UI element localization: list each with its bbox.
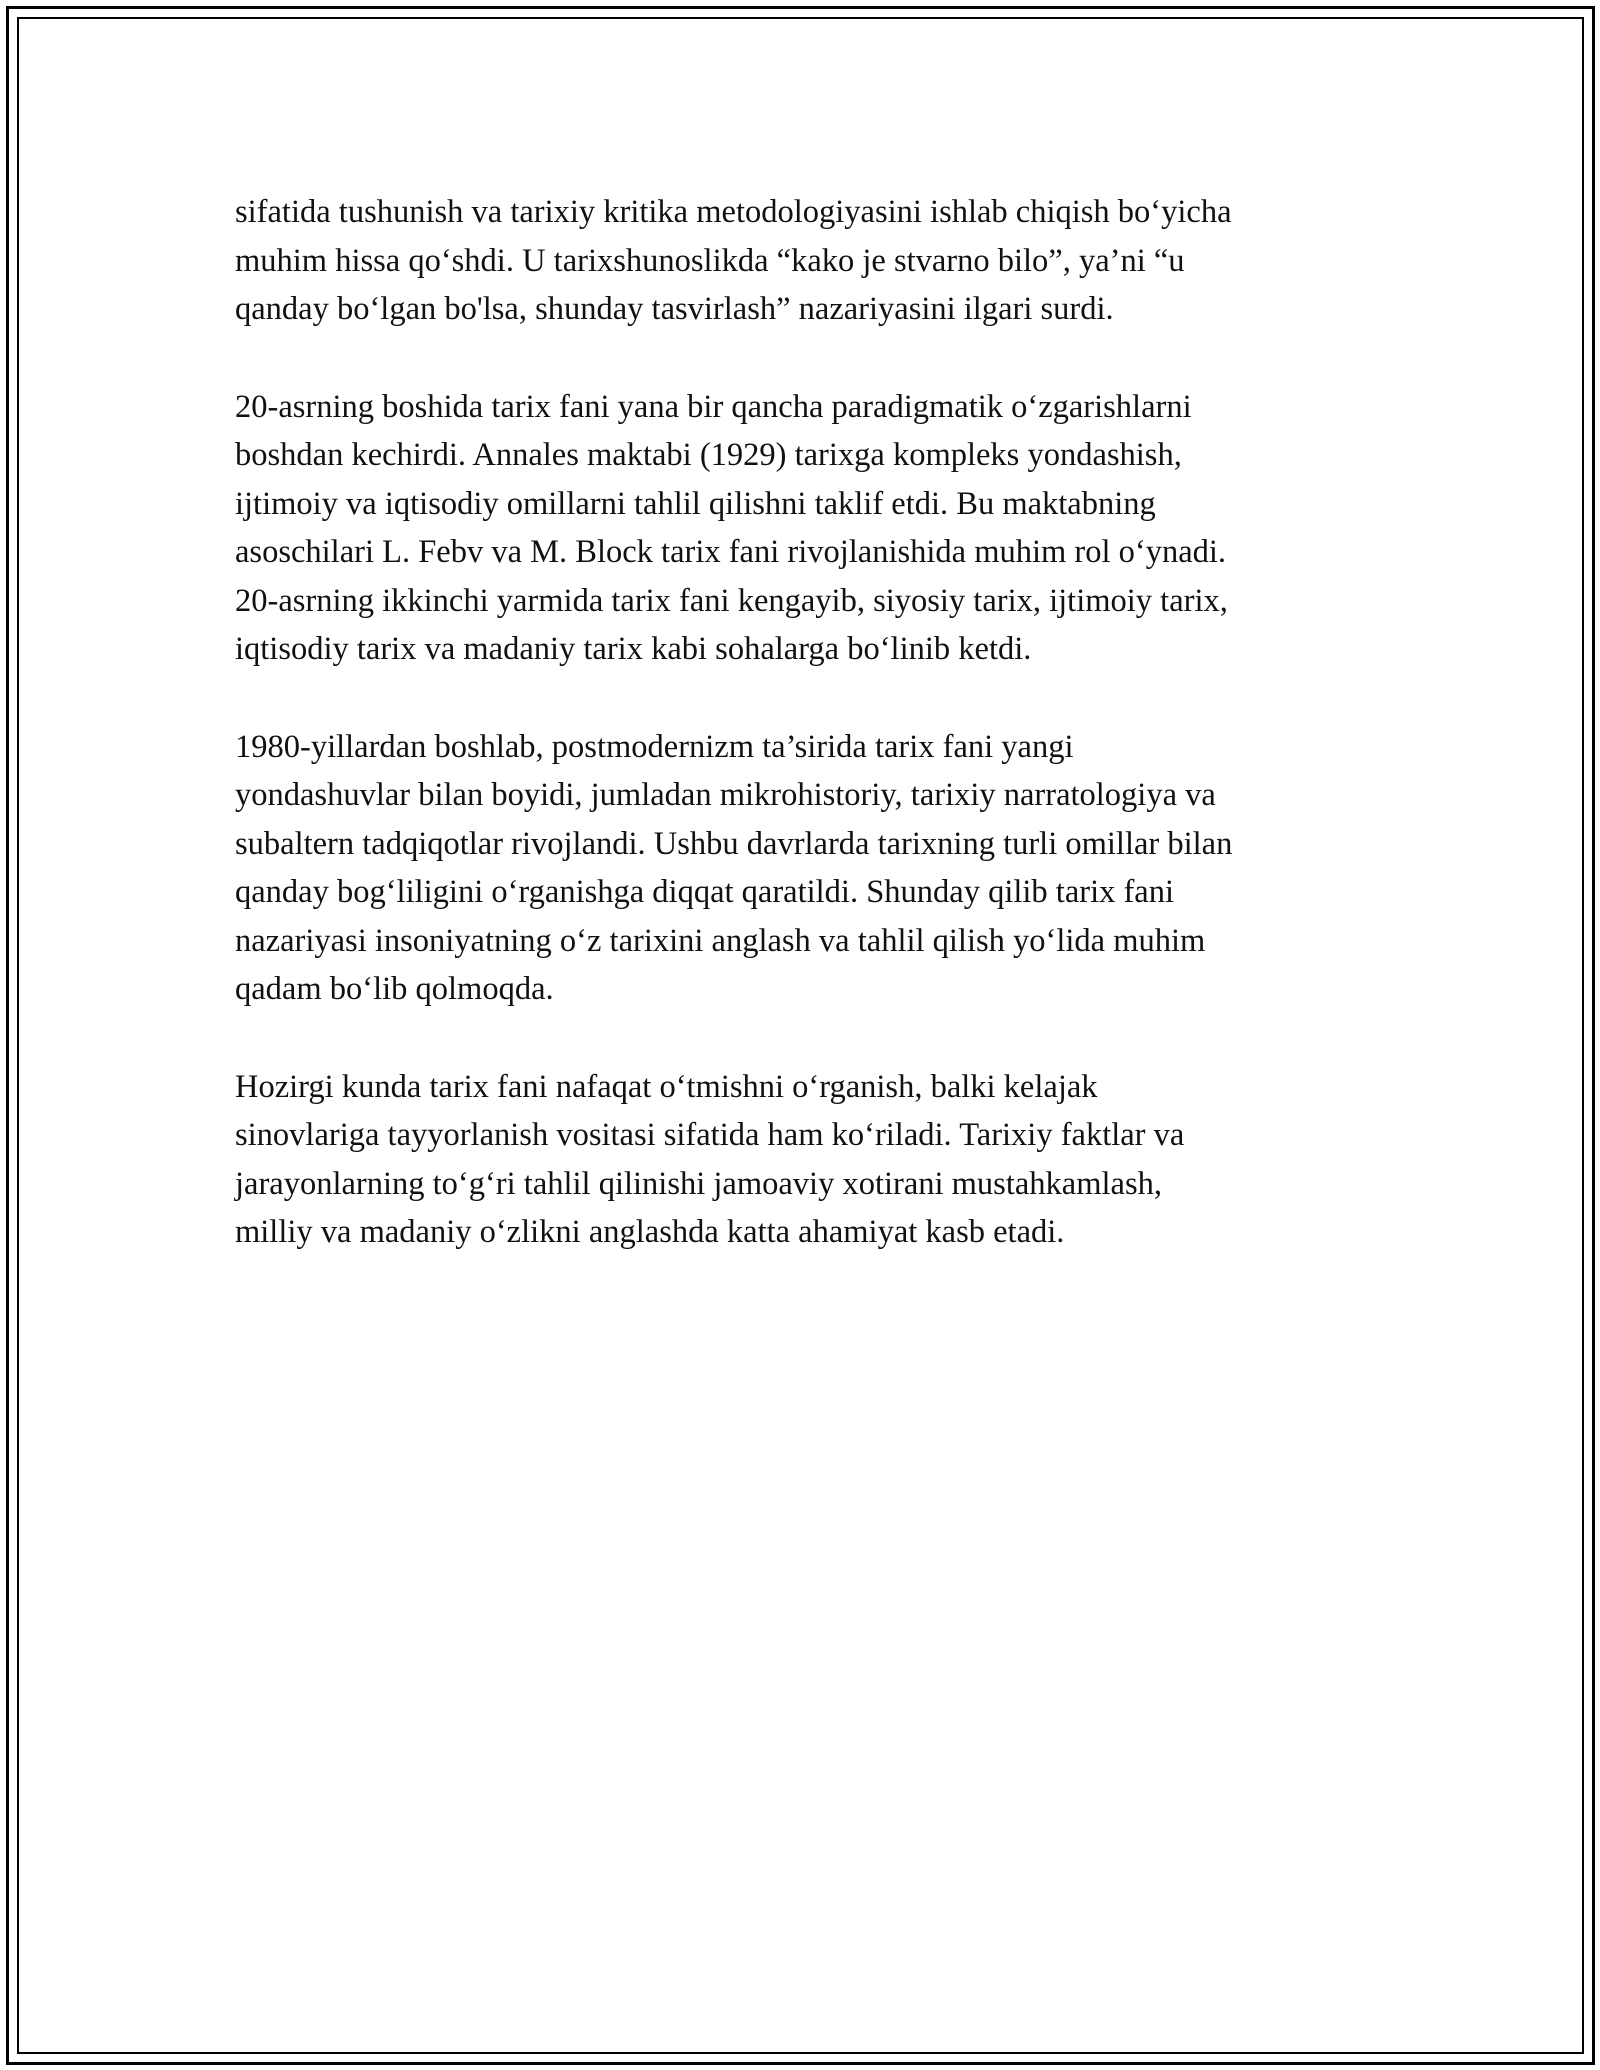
paragraph: 20-asrning boshida tarix fani yana bir qancha paradigmatik o‘zgarishlarni boshdan kechirdi. Annales maktabi (1929) tarixga kompleks yondashish, ijtimoiy va iqtisodiy omillarni tahlil qilishni taklif etdi. Bu maktabning asoschilari L. Febv va M. Block tarix fani rivojlanishida muhim rol o‘ynadi. 20-asrning ikkinchi yarmida tarix fani kengayib, siyosiy tarix, ijtimoiy tarix, iqtisodiy tarix va madaniy tarix kabi sohalarga bo‘linib ketdi.	[235, 388, 1228, 667]
paragraph: sifatida tushunish va tarixiy kritika metodologiyasini ishlab chiqish bo‘yicha muhim hissa qo‘shdi. U tarixshunoslikda “kako je stvarno bilo”, ya’ni “u qanday bo‘lgan bo'lsa, shunday tasvirlash” nazariyasini ilgari surdi.	[235, 194, 1232, 327]
document-body	[235, 188, 1365, 1306]
paragraph: Hozirgi kunda tarix fani nafaqat o‘tmishni o‘rganish, balki kelajak sinovlariga tayyorlanish vositasi sifatida ham ko‘riladi. Tarixiy faktlar va jarayonlarning to‘g‘ri tahlil qilinishi jamoaviy xotirani mustahkamlash, milliy va madaniy o‘zlikni anglashda katta ahamiyat kasb etadi.	[235, 1068, 1185, 1250]
paragraph: 1980-yillardan boshlab, postmodernizm ta’sirida tarix fani yangi yondashuvlar bilan boyidi, jumladan mikrohistoriy, tarixiy narratologiya va subaltern tadqiqotlar rivojlandi. Ushbu davrlarda tarixning turli omillar bilan qanday bog‘liligini o‘rganishga diqqat qaratildi. Shunday qilib tarix fani nazariyasi insoniyatning o‘z tarixini anglash va tahlil qilish yo‘lida muhim qadam bo‘lib qolmoqda.	[235, 728, 1233, 1007]
